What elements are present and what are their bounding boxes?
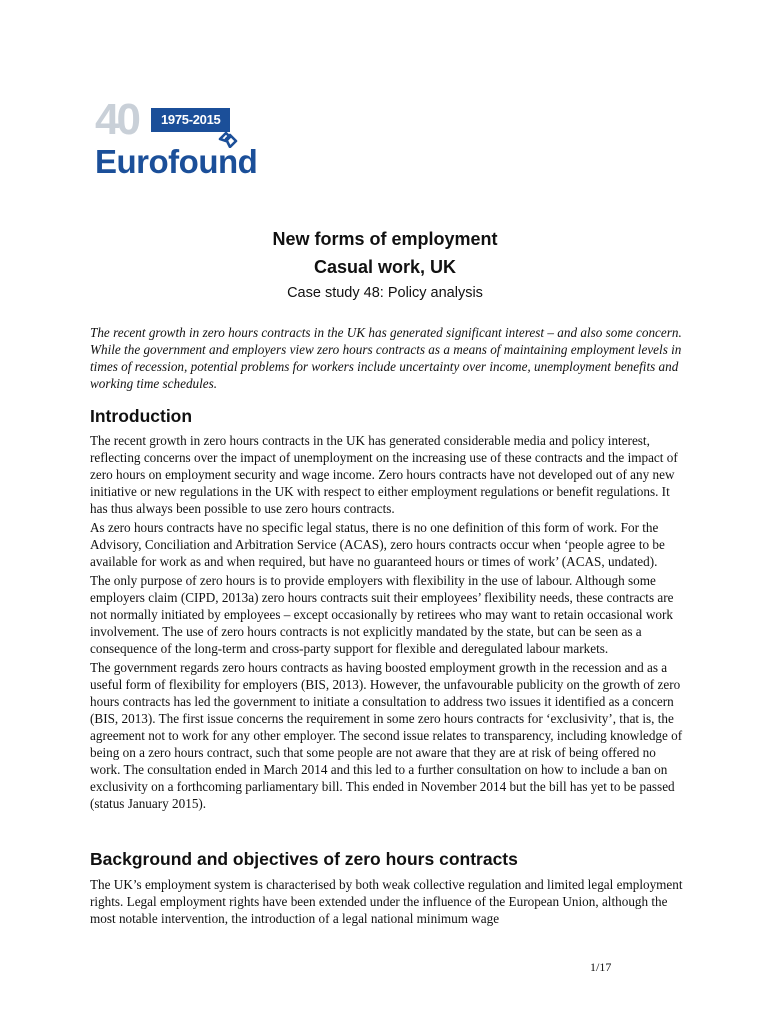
logo-years-badge: 1975-2015 — [151, 108, 230, 132]
page-number: 1/17 — [590, 960, 612, 974]
document-title: New forms of employment — [272, 229, 498, 249]
eurofound-logo — [95, 95, 275, 180]
paragraph: The recent growth in zero hours contracts in the UK has generated considerable media and policy interest, reflecting concerns over the impact of unemployment on the increasing use of these contracts and the impact of zero hours on employment security and wage income. Zero hours contracts have not developed out of any new initiative or new regulations in the UK with respect to either employment regulations or benefit regulations. It has thus always been possible to use zero hours contracts. — [90, 433, 678, 516]
section-heading-introduction: Introduction — [90, 406, 193, 426]
section-background — [90, 876, 686, 929]
document-subtitle: Case study 48: Policy analysis — [287, 285, 483, 301]
paragraph: The UK’s employment system is characterised by both weak collective regulation and limited legal employment rights. Legal employment rights have been extended under the influence of the European Union, although the most notable intervention, the introduction of a legal national minimum wage — [90, 877, 683, 926]
section-introduction — [90, 432, 686, 814]
section-heading-background: Background and objectives of zero hours contracts — [90, 849, 518, 869]
logo-anniversary-number: 40 — [95, 95, 138, 144]
document-title-line2: Casual work, UK — [313, 257, 457, 277]
paragraph: The government regards zero hours contracts as having boosted employment growth in the recession and as a useful form of flexibility for employers (BIS, 2013). However, the unfavourable publicity on the growth of zero hours contracts has led the government to initiate a consultation to address two issues it identified as a concern (BIS, 2013). The first issue concerns the requirement in some zero hours contracts for ‘exclusivity’, that is, the agreement not to work for any other employer. The second issue relates to transparency, including knowledge of being on a zero hours contract, such that some people are not aware that they are at risk of being offered no work. The consultation ended in March 2014 and this led to a further consultation on how to include a ban on exclusivity on a forthcoming parliamentary bill. This ended in November 2014 but the bill has yet to be passed (status January 2015). — [90, 660, 683, 811]
logo-wordmark: Eurofound — [95, 143, 258, 180]
paragraph: The only purpose of zero hours is to provide employers with flexibility in the use of labour. Although some employers claim (CIPD, 2013a) zero hours contracts suit their employees’ flexibility needs, these contracts are not normally initiated by employees – except occasionally by retirees who may want to retain occasional work involvement. The use of zero hours contracts is not explicitly mandated by the state, but can be seen as a consequence of the long-term and cross-party support for flexible and deregulated labour markets. — [90, 573, 674, 656]
paragraph: As zero hours contracts have no specific legal status, there is no one definition of this form of work. For the Advisory, Conciliation and Arbitration Service (ACAS), zero hours contracts occur when ‘people agree to be available for work as and when required, but have no guaranteed hours or times of work’ (ACAS, undated). — [90, 520, 665, 569]
abstract: The recent growth in zero hours contracts in the UK has generated significant interest – and also some concern. While the government and employers view zero hours contracts as a means of maintaining employment levels in times of recession, potential problems for workers include uncertainty over income, unemployment benefits and working time schedules. — [90, 325, 682, 391]
